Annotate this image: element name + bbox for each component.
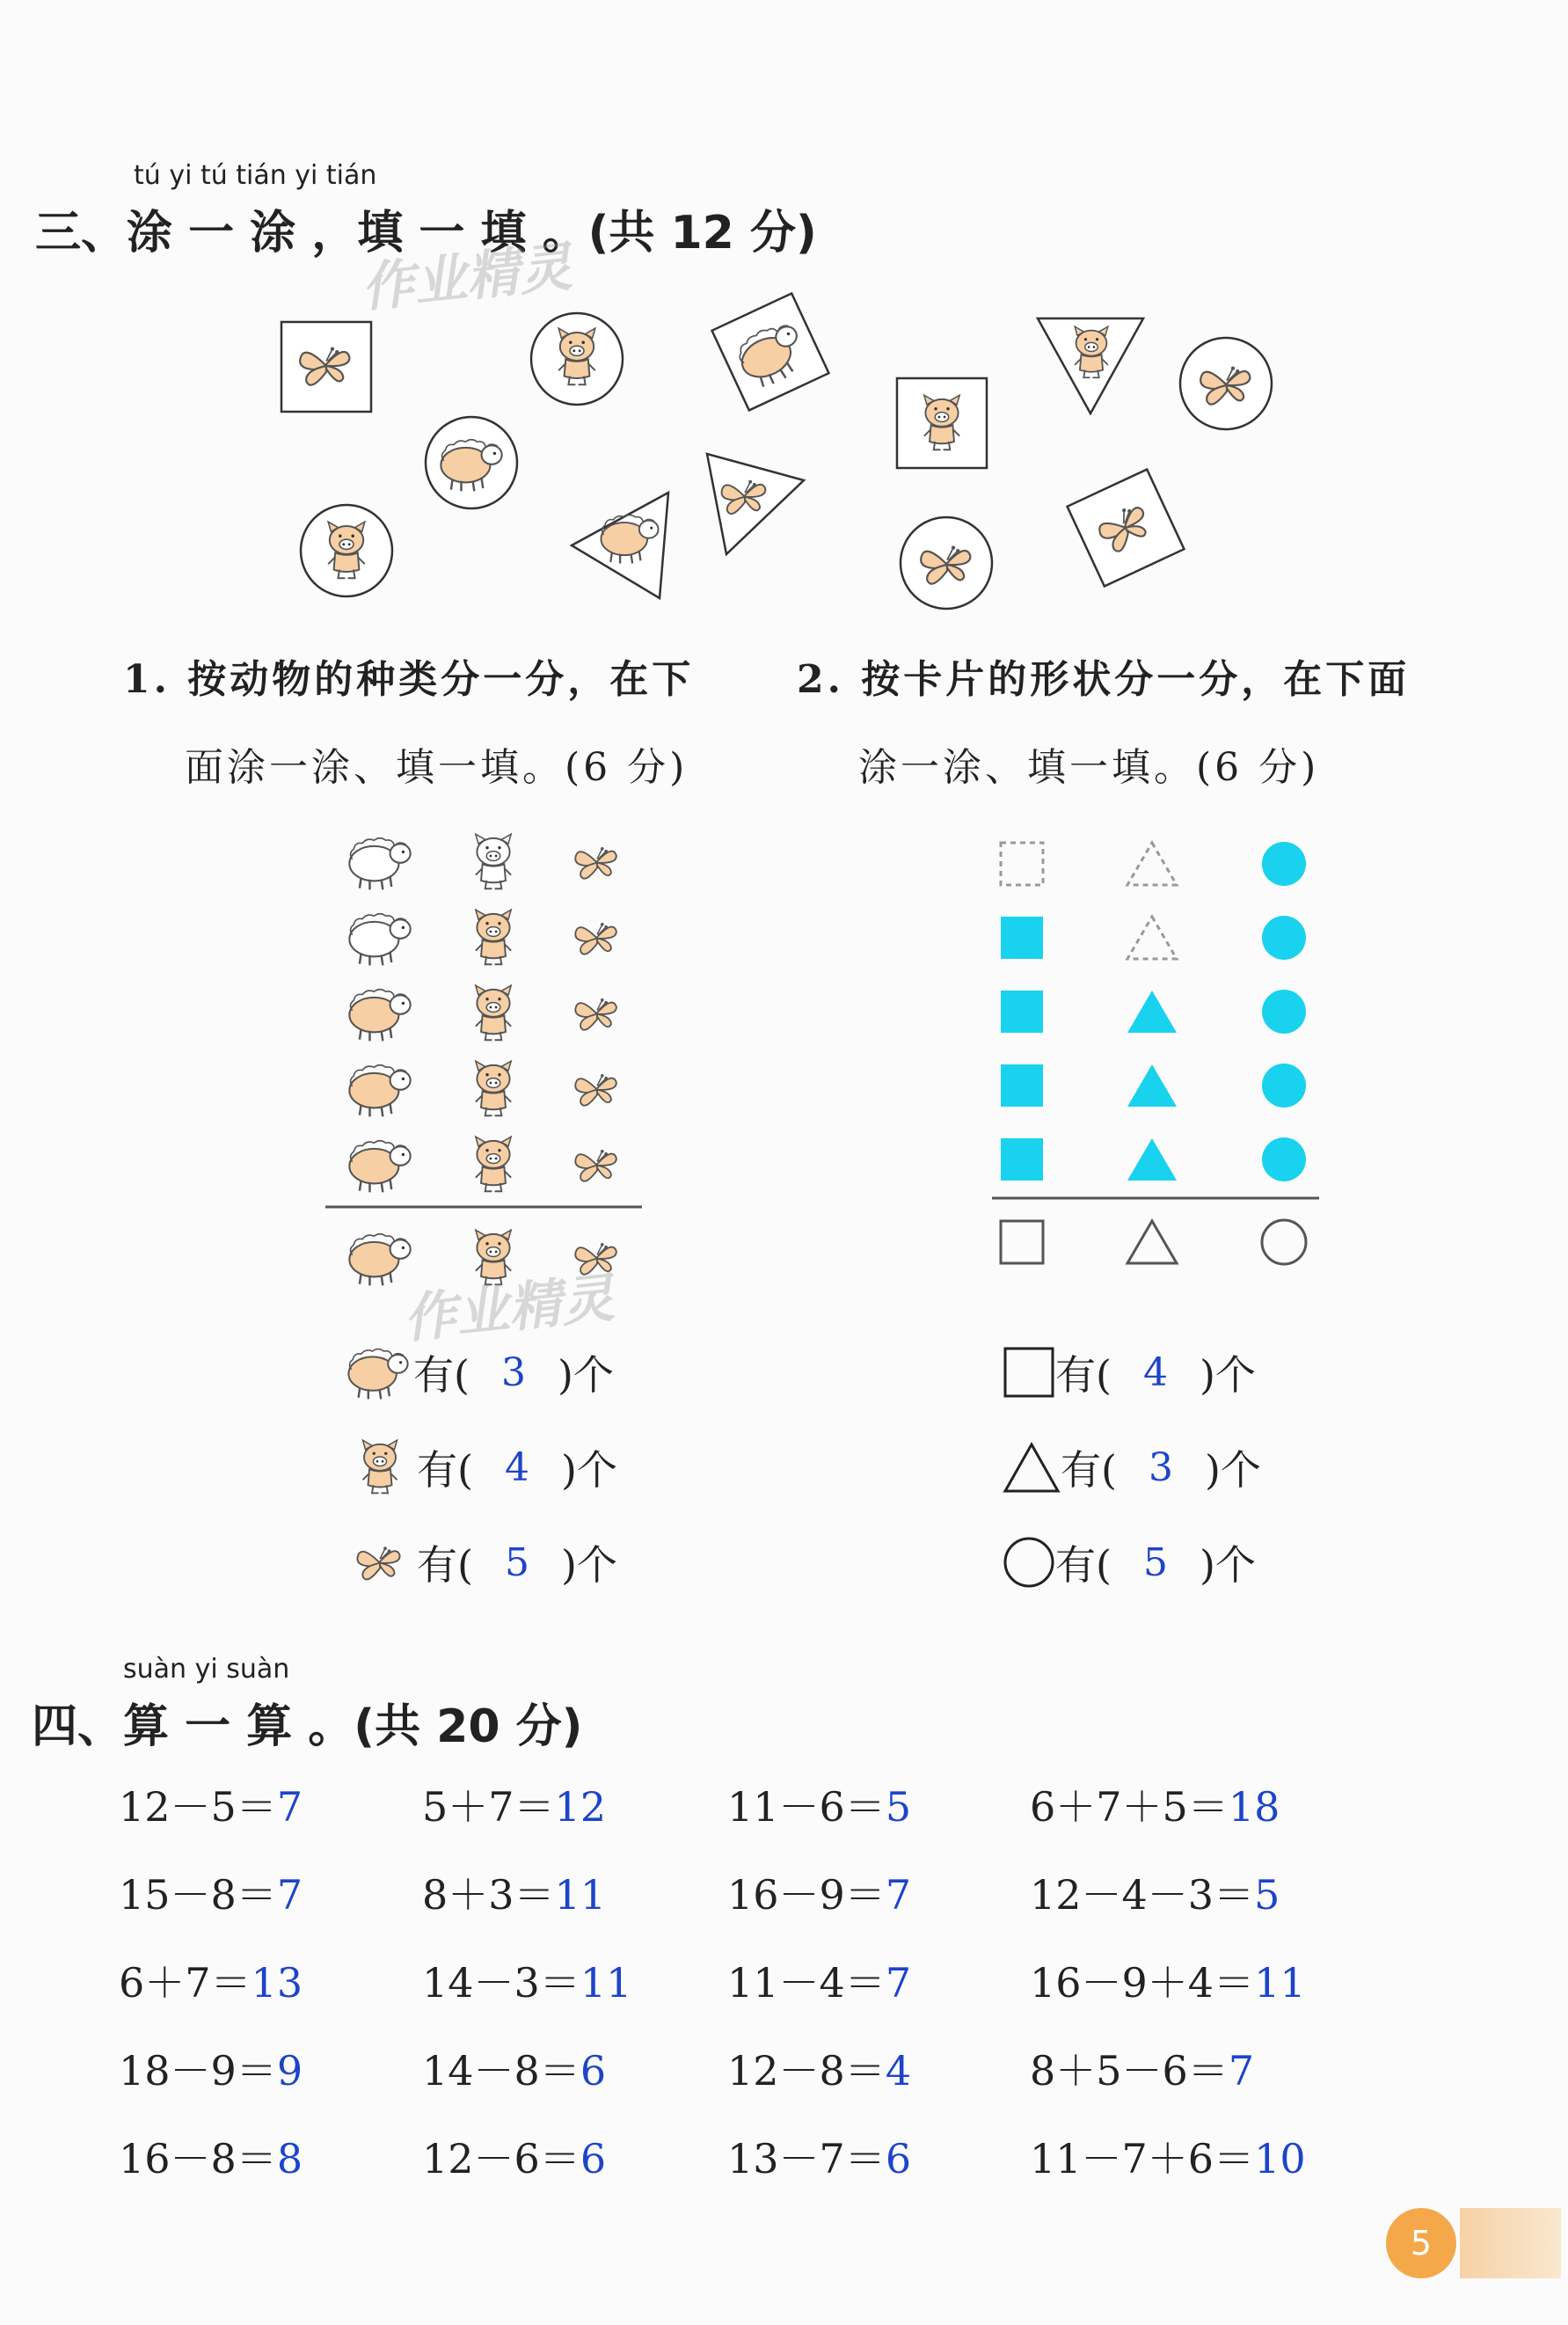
- equation: [1030, 1951, 1306, 2009]
- answer-prefix: 有(: [1055, 1541, 1112, 1589]
- equation-question: 6＋7＝: [119, 1959, 252, 2007]
- pictograph-sheep-filled: [349, 990, 410, 1042]
- pictograph-circle-filled: [1262, 916, 1306, 960]
- q1-answer-row-pig: [343, 1432, 617, 1502]
- equation-answer: 13: [251, 1959, 303, 2007]
- card-triangle-pig: [1038, 318, 1143, 413]
- equation: [119, 1775, 303, 1833]
- answer-prefix: 有(: [1055, 1351, 1112, 1399]
- section4-title: 四、算 一 算 。(共 20 分): [32, 1700, 583, 1753]
- pictograph-square-filled: [1001, 1064, 1043, 1107]
- pictograph-pig-filled: [476, 910, 511, 964]
- pictograph-triangle-empty: [1127, 843, 1177, 885]
- equation-question: 11－4＝: [727, 1959, 886, 2007]
- equation: [727, 1951, 911, 2009]
- animal-pictograph: [317, 827, 668, 1302]
- card-circle-butterfly: [1180, 338, 1272, 429]
- shape-pictograph: [985, 827, 1354, 1284]
- equation: [1030, 2127, 1306, 2185]
- q2-answers: [1003, 1337, 1261, 1598]
- equation: [422, 1863, 606, 1921]
- pictograph-sheep-empty: [349, 914, 410, 966]
- pictograph-pig-filled: [476, 1137, 511, 1191]
- pictograph-butterfly-filled: [575, 1074, 616, 1106]
- pictograph-pig-filled: [476, 985, 511, 1040]
- equation: [1030, 2039, 1254, 2097]
- pictograph-pig-filled: [476, 1061, 511, 1115]
- equation-question: 11－7＋6＝: [1030, 2135, 1255, 2182]
- butterfly-icon: [354, 1539, 406, 1586]
- q1-line1: 1. 按动物的种类分一分，在下: [123, 657, 695, 702]
- pig-icon: [354, 1435, 406, 1500]
- answer-value-triangle: 3: [1148, 1444, 1173, 1490]
- answer-prefix: 有(: [413, 1351, 470, 1399]
- equation-question: 8＋3＝: [422, 1871, 555, 1919]
- equation-answer: 10: [1254, 2135, 1306, 2182]
- sheep-icon: [343, 1344, 413, 1400]
- equation: [727, 1863, 911, 1921]
- answer-prefix: 有(: [1061, 1446, 1117, 1494]
- card-triangle-sheep: [572, 493, 668, 598]
- equation-question: 8＋5－6＝: [1030, 2047, 1229, 2095]
- equation-answer: 12: [554, 1783, 607, 1831]
- q2-line1: 2. 按卡片的形状分一分，在下面: [797, 657, 1411, 702]
- equation-answer: 7: [276, 1783, 303, 1831]
- equation-answer: 7: [885, 1959, 912, 2007]
- answer-prefix: 有(: [417, 1446, 473, 1494]
- equation-question: 12－6＝: [422, 2135, 580, 2182]
- answer-suffix: )个: [1199, 1541, 1256, 1589]
- pictograph-circle-filled: [1262, 1137, 1306, 1181]
- card-circle-pig-2: [301, 505, 392, 596]
- answer-value-circle: 5: [1142, 1539, 1168, 1585]
- pictograph-triangle-filled: [1127, 1064, 1177, 1107]
- card-circle-butterfly-2: [901, 517, 992, 609]
- answer-suffix: )个: [1204, 1446, 1261, 1494]
- equation-answer: 5: [885, 1783, 912, 1831]
- answer-suffix: )个: [1199, 1351, 1256, 1399]
- equation-answer: 11: [580, 1959, 632, 2007]
- pictograph-circle-label: [1262, 1220, 1306, 1264]
- equation-question: 14－8＝: [422, 2047, 580, 2095]
- equation: [727, 2127, 911, 2185]
- page-number-bar: [1460, 2208, 1561, 2278]
- equation-question: 16－8＝: [119, 2135, 277, 2182]
- equation-answer: 7: [276, 1871, 303, 1919]
- answer-value-pig: 4: [504, 1444, 529, 1490]
- equation: [727, 1775, 911, 1833]
- equation-answer: 11: [1254, 1959, 1306, 2007]
- card-triangle-butterfly: [707, 454, 804, 554]
- equation-answer: 9: [276, 2047, 303, 2095]
- equation-question: 13－7＝: [727, 2135, 886, 2182]
- q2-line2: 涂一涂、填一填。(6 分): [858, 745, 1320, 790]
- pictograph-butterfly-filled: [575, 1150, 616, 1181]
- q2-answer-row-triangle: [1003, 1432, 1261, 1502]
- answer-suffix: )个: [557, 1351, 614, 1399]
- equation-question: 16－9＋4＝: [1030, 1959, 1255, 2007]
- q1-answer-row-sheep: [343, 1337, 617, 1407]
- watermark-top: 作业精灵: [358, 236, 575, 320]
- answer-value-sheep: 3: [500, 1349, 526, 1395]
- pictograph-circle-filled: [1262, 990, 1306, 1034]
- card-square-butterfly: [281, 322, 371, 412]
- pictograph-sheep-empty: [349, 838, 410, 890]
- page-number: 5: [1386, 2208, 1456, 2278]
- equation-question: 12－8＝: [727, 2047, 886, 2095]
- equation: [119, 2127, 303, 2185]
- equation: [422, 1951, 631, 2009]
- answer-prefix: 有(: [417, 1541, 473, 1589]
- equation: [422, 2039, 606, 2097]
- equation-question: 5＋7＝: [422, 1783, 555, 1831]
- pictograph-triangle-label: [1127, 1221, 1177, 1263]
- equation-answer: 5: [1254, 1871, 1280, 1919]
- pictograph-square-empty: [1001, 843, 1043, 885]
- equation: [1030, 1775, 1280, 1833]
- equation-question: 12－5＝: [119, 1783, 277, 1831]
- scattered-cards: [0, 290, 1568, 616]
- triangle-icon: [1003, 1441, 1061, 1494]
- equation: [119, 2039, 303, 2097]
- equation-question: 16－9＝: [727, 1871, 886, 1919]
- equation-question: 11－6＝: [727, 1783, 886, 1831]
- q2-answer-row-circle: [1003, 1527, 1261, 1598]
- equation: [727, 2039, 911, 2097]
- answer-suffix: )个: [560, 1446, 617, 1494]
- equation-answer: 7: [885, 1871, 912, 1919]
- pictograph-circle-filled: [1262, 842, 1306, 886]
- circle-icon: [1003, 1536, 1055, 1589]
- equation-answer: 6: [580, 2047, 607, 2095]
- equation-question: 15－8＝: [119, 1871, 277, 1919]
- equation-answer: 6: [885, 2135, 912, 2182]
- pictograph-butterfly-filled: [575, 998, 616, 1030]
- card-diamond-butterfly: [1068, 470, 1185, 587]
- section3-pinyin: tú yi tú tián yi tián: [134, 160, 377, 191]
- q1-answer-row-butterfly: [343, 1527, 617, 1598]
- answer-value-square: 4: [1142, 1349, 1168, 1395]
- equation: [119, 1951, 303, 2009]
- equation-answer: 6: [580, 2135, 607, 2182]
- card-square-pig: [897, 378, 987, 468]
- equation-question: 18－9＝: [119, 2047, 277, 2095]
- equation-question: 14－3＝: [422, 1959, 580, 2007]
- equation-answer: 7: [1228, 2047, 1255, 2095]
- q1-line2: 面涂一涂、填一填。(6 分): [185, 745, 689, 790]
- pictograph-square-filled: [1001, 1138, 1043, 1181]
- pictograph-triangle-empty: [1127, 917, 1177, 959]
- pictograph-triangle-filled: [1127, 991, 1177, 1033]
- card-circle-pig: [531, 313, 623, 405]
- pictograph-triangle-filled: [1127, 1138, 1177, 1181]
- equations-grid: [119, 1775, 1438, 2233]
- section3-title: 三、涂 一 涂 ，填 一 填 。(共 12 分): [35, 207, 817, 260]
- equation-question: 12－4－3＝: [1030, 1871, 1255, 1919]
- equation: [422, 2127, 606, 2185]
- pictograph-butterfly-filled: [575, 923, 616, 954]
- card-diamond-sheep: [712, 294, 829, 411]
- equation: [1030, 1863, 1280, 1921]
- equation-answer: 4: [885, 2047, 912, 2095]
- pictograph-square-filled: [1001, 991, 1043, 1033]
- pictograph-sheep-filled: [349, 1141, 410, 1193]
- equation-answer: 11: [554, 1871, 607, 1919]
- watermark-mid: 作业精灵: [400, 1267, 617, 1351]
- card-circle-sheep: [426, 417, 517, 508]
- equation-answer: 18: [1228, 1783, 1280, 1831]
- pictograph-butterfly-filled: [575, 847, 616, 879]
- equation: [119, 1863, 303, 1921]
- pictograph-pig-empty: [476, 834, 511, 888]
- equation-question: 6＋7＋5＝: [1030, 1783, 1229, 1831]
- pictograph-square-label: [1001, 1221, 1043, 1263]
- equation-answer: 8: [276, 2135, 303, 2182]
- pictograph-square-filled: [1001, 917, 1043, 959]
- equation: [422, 1775, 606, 1833]
- q1-answers: [343, 1337, 617, 1598]
- q2-answer-row-square: [1003, 1337, 1261, 1407]
- section4-pinyin: suàn yi suàn: [123, 1654, 290, 1685]
- pictograph-sheep-filled: [349, 1065, 410, 1117]
- answer-suffix: )个: [560, 1541, 617, 1589]
- pictograph-circle-filled: [1262, 1064, 1306, 1108]
- square-icon: [1003, 1346, 1055, 1399]
- answer-value-butterfly: 5: [504, 1539, 529, 1585]
